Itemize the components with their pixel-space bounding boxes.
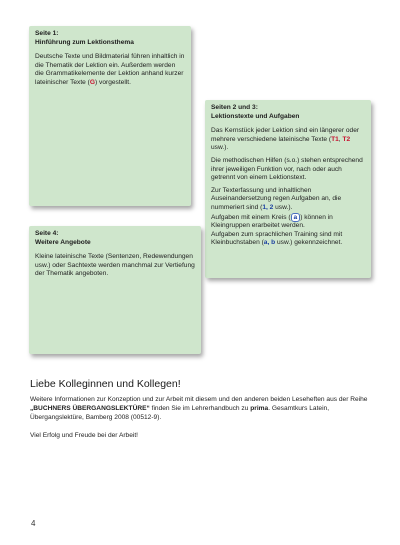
card-text-part: ) können in Kleingruppen erarbeitet werden. — [211, 213, 333, 230]
card-text-part: usw.) gekennzeichnet. — [275, 239, 343, 247]
card-text-part: ) vorgestellt. — [95, 78, 131, 86]
card-heading-title: Hinführung zum Lektionsthema — [35, 38, 134, 46]
card-heading-page: Seiten 2 und 3: — [211, 104, 258, 111]
info-card-seiten-2-3 — [205, 100, 371, 278]
body-text-part: Weitere Informationen zur Konzeption und zur Arbeit mit diesem und den anderen beiden Leseheften aus der Reihe — [30, 396, 368, 403]
task-letter-marker: a, b — [263, 239, 276, 247]
card-text-part: Das Kernstück jeder Lektion sind ein längerer oder mehrere verschiedene lateinische Texte ( — [211, 127, 360, 143]
book-name-prima: prima — [250, 405, 269, 412]
card-heading-title: Weitere Angebote — [35, 238, 91, 246]
card-text-part: Zur Texterfassung und inhaltlichen Auseinandersetzung regen Aufgaben an, die nummeriert sind ( — [211, 186, 342, 211]
text-marker-t2: T2 — [342, 135, 351, 143]
card-paragraph-texts — [211, 127, 365, 153]
body-text-part: . Gesamtkurs Latein, Übergangslektüre, Bamberg 2008 (00512-9). — [30, 405, 330, 421]
body-text-part: finden Sie im Lehrerhandbuch zu — [149, 405, 251, 412]
info-paragraph — [30, 395, 370, 422]
card-text-part: , — [338, 135, 343, 143]
section-title: Liebe Kolleginnen und Kollegen! — [30, 378, 181, 390]
card-text — [35, 53, 185, 87]
card-text-part: Aufgaben zum sprachlichen Training sind mit Kleinbuchstaben ( — [211, 230, 343, 247]
closing-paragraph: Viel Erfolg und Freude bei der Arbeit! — [30, 432, 139, 439]
info-card-seite-4 — [29, 226, 201, 354]
series-name: „BUCHNERS ÜBERGANGSLEKTÜRE“ — [30, 405, 150, 412]
card-heading-page: Seite 4: — [35, 230, 59, 237]
card-text-part: usw.). — [211, 144, 229, 152]
task-circle-marker: a — [291, 213, 301, 222]
card-heading — [211, 104, 365, 121]
card-heading — [35, 230, 195, 247]
task-number-marker: 1, 2 — [262, 203, 274, 211]
card-heading-title: Lektionstexte und Aufgaben — [211, 112, 300, 120]
page-number: 4 — [31, 519, 36, 528]
grammar-marker-g: G — [89, 78, 95, 86]
card-text-part: Deutsche Texte und Bildmaterial führen inhaltlich in die Thematik der Lektion ein. Außerdem werden die Grammatikelemente der Lektion anhand kurzer lateinischer Texte ( — [35, 53, 185, 86]
card-paragraph-aufgaben — [211, 187, 365, 248]
card-text-part: Aufgaben mit einem Kreis ( — [211, 213, 291, 221]
card-heading-page: Seite 1: — [35, 30, 59, 37]
text-marker-t1: T1 — [331, 135, 339, 143]
card-text: Kleine lateinische Texte (Sentenzen, Redewendungen usw.) oder Sachtexte werden manchmal zur Vertiefung der Thematik angeboten. — [35, 253, 195, 278]
card-paragraph-hilfen: Die methodischen Hilfen (s.o.) stehen entsprechend ihrer jeweiligen Funktion vor, nach oder auch getrennt von einem Lektionstext. — [211, 156, 363, 182]
card-text-part: usw.). — [273, 203, 293, 211]
info-card-seite-1 — [29, 26, 191, 206]
card-heading — [35, 30, 185, 47]
